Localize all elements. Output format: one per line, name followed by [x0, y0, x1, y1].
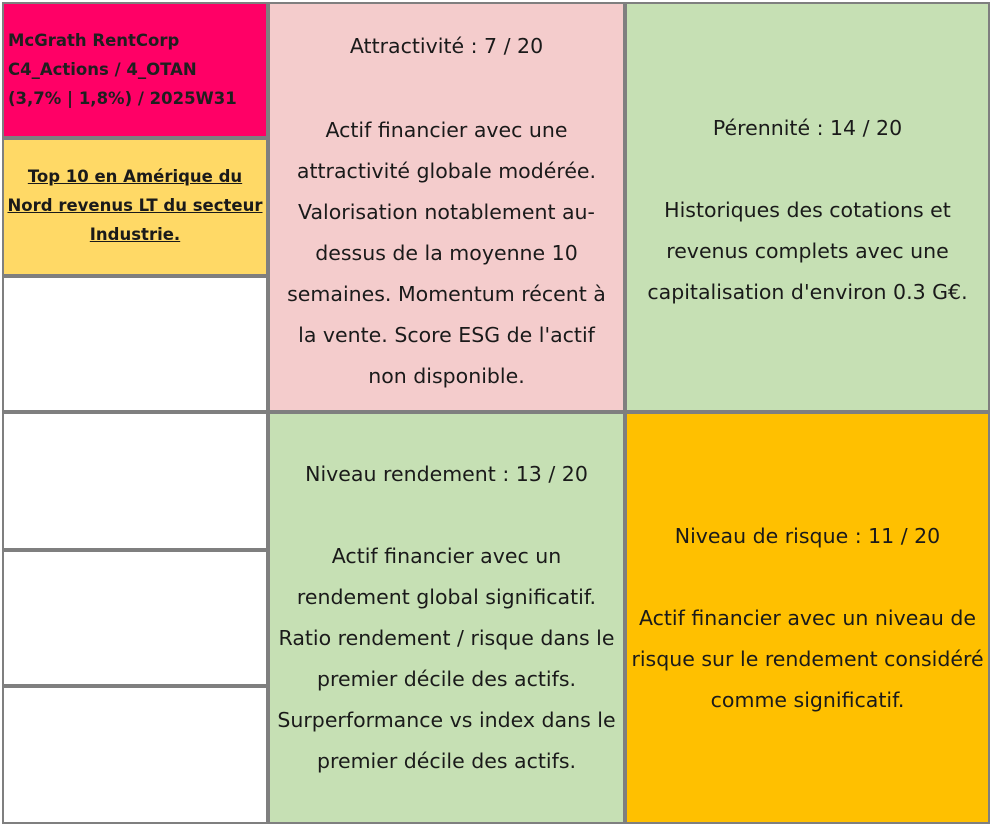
- asset-identity-text: [8, 26, 264, 113]
- empty-cell: [2, 686, 268, 824]
- perennite-panel: [625, 2, 990, 412]
- asset-weights-week: (3,7% | 1,8%) / 2025W31: [8, 89, 237, 108]
- empty-cell: [2, 412, 268, 550]
- asset-category: C4_Actions / 4_OTAN: [8, 60, 197, 79]
- empty-cell: [2, 550, 268, 686]
- ranking-cell: [2, 138, 268, 276]
- attractivite-description: Actif financier avec une attractivité globale modérée. Valorisation notablement au-dessus de la moyenne 10 semaines. Momentum récent à la vente. Score ESG de l'actif non disponible.: [287, 118, 606, 388]
- asset-identity-cell: [2, 2, 268, 138]
- risque-description: Actif financier avec un niveau de risque sur le rendement considéré comme significatif.: [631, 606, 984, 712]
- attractivite-panel: [268, 2, 625, 412]
- perennite-title: Pérennité : 14 / 20: [712, 116, 903, 140]
- attractivite-title: Attractivité : 7 / 20: [349, 34, 544, 58]
- perennite-description: Historiques des cotations et revenus complets avec une capitalisation d'environ 0.3 G€.: [647, 198, 968, 304]
- risque-title: Niveau de risque : 11 / 20: [674, 524, 941, 548]
- empty-cell: [2, 276, 268, 412]
- rendement-description: Actif financier avec un rendement global significatif. Ratio rendement / risque dans le premier décile des actifs. Surperformance vs index dans le premier décile des actifs.: [277, 544, 616, 773]
- rendement-panel: [268, 412, 625, 824]
- asset-name: McGrath RentCorp: [8, 31, 180, 50]
- rendement-title: Niveau rendement : 13 / 20: [305, 462, 588, 486]
- risque-panel: [625, 412, 990, 824]
- ranking-text: Top 10 en Amérique du Nord revenus LT du secteur Industrie.: [7, 167, 263, 244]
